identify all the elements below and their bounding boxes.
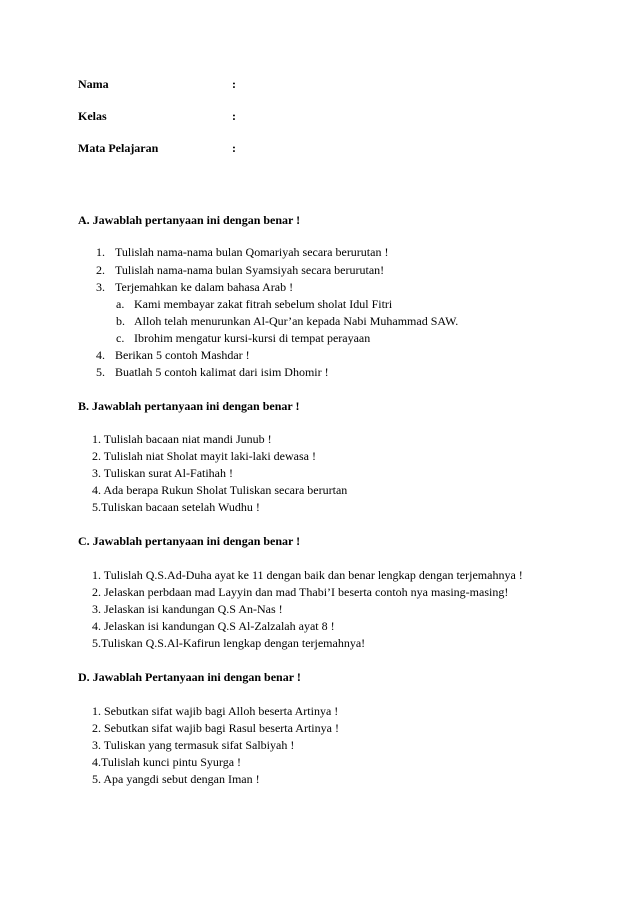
- list-item: 1. Tulislah Q.S.Ad-Duha ayat ke 11 dengan baik dan benar lengkap dengan terjemahnya !: [92, 568, 523, 582]
- list-item: 1. Tulislah bacaan niat mandi Junub !: [92, 432, 272, 446]
- subitem-letter: a.: [116, 297, 125, 311]
- item-number: 2.: [96, 263, 105, 277]
- field-colon-nama: :: [232, 77, 236, 91]
- item-text: Berikan 5 contoh Mashdar !: [115, 348, 250, 362]
- field-colon-kelas: :: [232, 109, 236, 123]
- section-b-title: B. Jawablah pertanyaan ini dengan benar !: [78, 399, 300, 413]
- field-label-kelas: Kelas: [78, 109, 107, 123]
- list-item: 4. Ada berapa Rukun Sholat Tuliskan secara berurtan: [92, 483, 348, 497]
- section-d-title: D. Jawablah Pertanyaan ini dengan benar !: [78, 670, 301, 684]
- item-number: 4.: [96, 348, 105, 362]
- item-text: Tulislah nama-nama bulan Syamsiyah secara berurutan!: [115, 263, 385, 277]
- field-colon-mata-pelajaran: :: [232, 141, 236, 155]
- item-number: 5.: [96, 365, 105, 379]
- subitem-text: Alloh telah menurunkan Al-Qur’an kepada Nabi Muhammad SAW.: [134, 314, 459, 328]
- list-item: 3. Tuliskan yang termasuk sifat Salbiyah !: [92, 738, 295, 752]
- item-text: Tulislah nama-nama bulan Qomariyah secara berurutan !: [115, 245, 389, 259]
- field-label-mata-pelajaran: Mata Pelajaran: [78, 141, 159, 155]
- subitem-text: Ibrohim mengatur kursi-kursi di tempat perayaan: [134, 331, 371, 345]
- list-item: 2. Sebutkan sifat wajib bagi Rasul beserta Artinya !: [92, 721, 339, 735]
- item-text: Buatlah 5 contoh kalimat dari isim Dhomir !: [115, 365, 329, 379]
- subitem-text: Kami membayar zakat fitrah sebelum sholat Idul Fitri: [134, 297, 393, 311]
- section-c-title: C. Jawablah pertanyaan ini dengan benar !: [78, 534, 301, 548]
- item-number: 3.: [96, 280, 105, 294]
- list-item: 4.Tulislah kunci pintu Syurga !: [92, 755, 242, 769]
- list-item: 2. Tulislah niat Sholat mayit laki-laki dewasa !: [92, 449, 316, 463]
- section-a-title: A. Jawablah pertanyaan ini dengan benar !: [78, 213, 301, 227]
- field-label-nama: Nama: [78, 77, 109, 91]
- subitem-letter: b.: [116, 314, 125, 328]
- list-item: 5.Tuliskan Q.S.Al-Kafirun lengkap dengan terjemahnya!: [92, 636, 366, 650]
- subitem-letter: c.: [116, 331, 125, 345]
- list-item: 4. Jelaskan isi kandungan Q.S Al-Zalzalah ayat 8 !: [92, 619, 335, 633]
- list-item: 5.Tuliskan bacaan setelah Wudhu !: [92, 500, 260, 514]
- list-item: 5. Apa yangdi sebut dengan Iman !: [92, 772, 260, 786]
- list-item: 3. Tuliskan surat Al-Fatihah !: [92, 466, 234, 480]
- list-item: 3. Jelaskan isi kandungan Q.S An-Nas !: [92, 602, 283, 616]
- list-item: 1. Sebutkan sifat wajib bagi Alloh beserta Artinya !: [92, 704, 339, 718]
- item-number: 1.: [96, 245, 105, 259]
- item-text: Terjemahkan ke dalam bahasa Arab !: [115, 280, 294, 294]
- list-item: 2. Jelaskan perbdaan mad Layyin dan mad Thabi’I beserta contoh nya masing-masing!: [92, 585, 509, 599]
